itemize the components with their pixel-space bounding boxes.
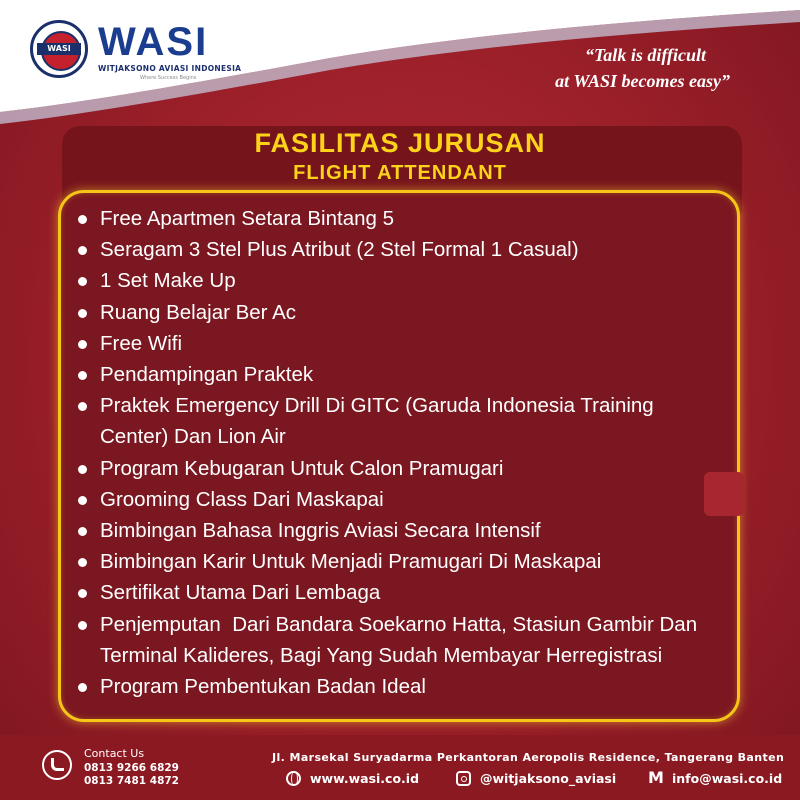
facilities-list (72, 203, 732, 702)
logo-wordmark: WASI (98, 20, 209, 64)
logo-subtitle: WITJAKSONO AVIASI INDONESIA (98, 64, 242, 73)
list-item: 1 Set Make Up (72, 265, 732, 296)
list-item: Ruang Belajar Ber Ac (72, 297, 732, 328)
list-item: Seragam 3 Stel Plus Atribut (2 Stel Formal 1 Casual) (72, 234, 732, 265)
bullet-icon (78, 496, 87, 505)
bullet-icon (78, 371, 87, 380)
logo-tagline: Where Success Begins (140, 75, 197, 81)
address: Jl. Marsekal Suryadarma Perkantoran Aeropolis Residence, Tangerang Banten (272, 751, 785, 764)
whatsapp-icon (42, 750, 72, 780)
wasi-logo (30, 20, 242, 81)
page-subtitle: FLIGHT ATTENDANT (293, 162, 507, 184)
phone-1[interactable]: 0813 9266 6829 (84, 762, 179, 774)
list-item: Penjemputan Dari Bandara Soekarno Hatta, Stasiun Gambir Dan Terminal Kalideres, Bagi Yang Sudah Membayar Herregistrasi (72, 609, 732, 671)
bullet-icon (78, 621, 87, 630)
bullet-icon (78, 683, 87, 692)
list-item: Bimbingan Bahasa Inggris Aviasi Secara Intensif (72, 515, 732, 546)
bullet-icon (78, 465, 87, 474)
list-item: Free Apartmen Setara Bintang 5 (72, 203, 732, 234)
list-item: Program Pembentukan Badan Ideal (72, 671, 732, 702)
list-item: Sertifikat Utama Dari Lembaga (72, 577, 732, 608)
bullet-icon (78, 340, 87, 349)
bullet-icon (78, 589, 87, 598)
bullet-icon (78, 402, 87, 411)
slogan-quote (555, 42, 730, 94)
phone-2[interactable]: 0813 7481 4872 (84, 775, 179, 787)
email-link[interactable]: info@wasi.co.id (672, 771, 783, 786)
list-item: Grooming Class Dari Maskapai (72, 484, 732, 515)
list-item: Free Wifi (72, 328, 732, 359)
website-link[interactable]: www.wasi.co.id (310, 771, 420, 786)
list-item: Bimbingan Karir Untuk Menjadi Pramugari Di Maskapai (72, 546, 732, 577)
list-item: Program Kebugaran Untuk Calon Pramugari (72, 453, 732, 484)
quote-line-2: at WASI becomes easy” (555, 71, 730, 91)
contact-label: Contact Us (84, 747, 145, 760)
mail-icon: M (648, 768, 664, 787)
list-item: Pendampingan Praktek (72, 359, 732, 390)
bullet-icon (78, 309, 87, 318)
bullet-icon (78, 246, 87, 255)
wasi-seal-icon: WASI (30, 20, 88, 78)
page-title: FASILITAS JURUSAN (254, 128, 546, 158)
bullet-icon (78, 215, 87, 224)
bullet-icon (78, 558, 87, 567)
globe-icon (286, 771, 301, 786)
bullet-icon (78, 527, 87, 536)
list-item: Praktek Emergency Drill Di GITC (Garuda Indonesia Training Center) Dan Lion Air (72, 390, 732, 452)
quote-line-1: “Talk is difficult (584, 45, 706, 65)
instagram-link[interactable]: @witjaksono_aviasi (480, 771, 617, 786)
bullet-icon (78, 277, 87, 286)
instagram-icon (456, 771, 471, 786)
